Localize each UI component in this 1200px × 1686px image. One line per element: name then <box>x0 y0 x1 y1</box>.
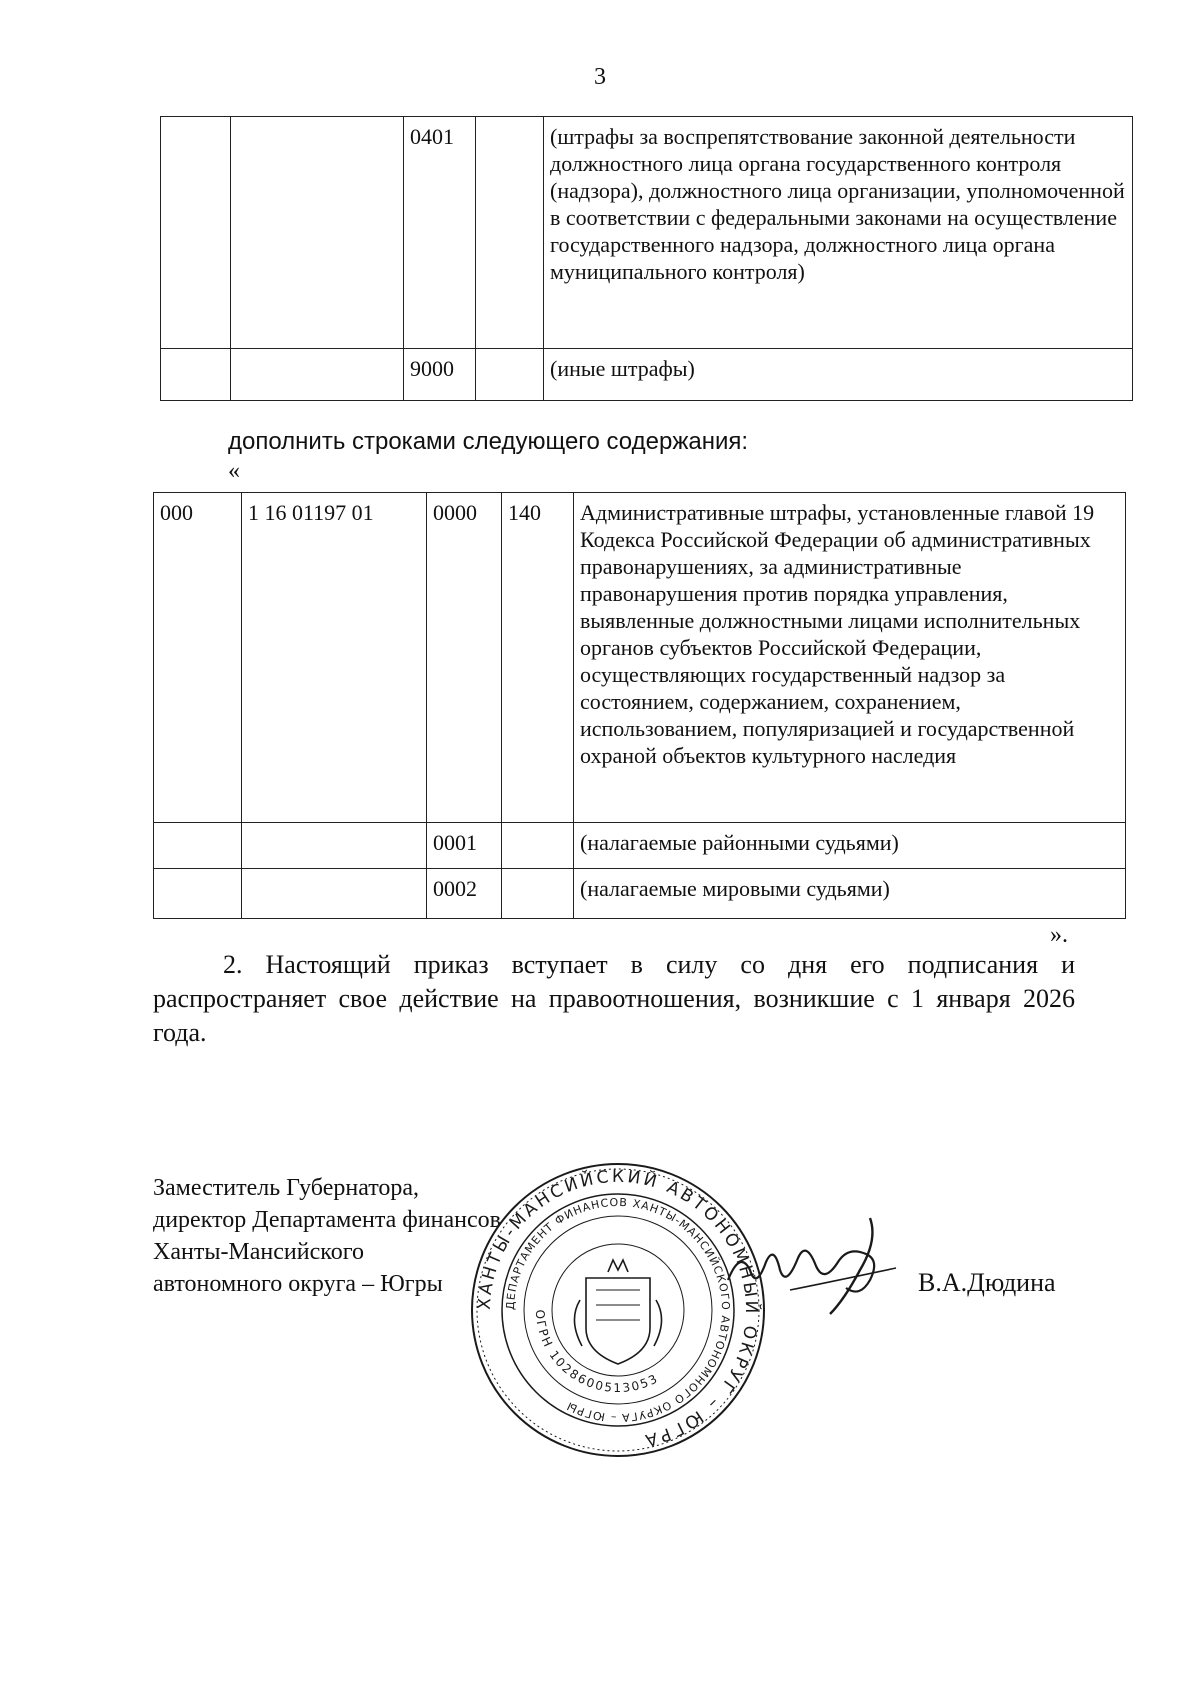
admin-code-cell: 000 <box>154 493 242 823</box>
kosgu-code-cell: 140 <box>502 493 574 823</box>
budget-codes-table-added <box>153 492 1126 919</box>
admin-code-cell <box>154 869 242 919</box>
signer-line: директор Департамента финансов <box>153 1207 501 1233</box>
description-cell: (налагаемые мировыми судьями) <box>574 869 1126 919</box>
kosgu-code-cell <box>502 869 574 919</box>
intro-text: дополнить строками следующего содержания: <box>228 428 749 455</box>
table-row <box>161 349 1133 401</box>
coat-of-arms-icon <box>574 1260 661 1364</box>
table-row <box>154 823 1126 869</box>
table-row <box>154 869 1126 919</box>
description-cell: (иные штрафы) <box>544 349 1133 401</box>
kosgu-code-cell <box>476 117 544 349</box>
program-code-cell: 9000 <box>404 349 476 401</box>
program-code-cell: 0000 <box>427 493 502 823</box>
signer-name: В.А.Дюдина <box>918 1268 1056 1297</box>
kosgu-code-cell <box>502 823 574 869</box>
admin-code-cell <box>154 823 242 869</box>
admin-code-cell <box>161 349 231 401</box>
stamp-ogrn-text: ОГРН 1028600513053 <box>532 1309 662 1396</box>
description-cell: Административные штрафы, установленные главой 19 Кодекса Российской Федерации об административных правонарушениях, за административные правонарушения против порядка управления, выявленные должностными лицами исполнительных органов субъектов Российской Федерации, осуществляющих государственный надзор за состоянием, содержанием, сохранением, использованием, популяризацией и государственной охраной объектов культурного наследия <box>574 493 1126 823</box>
kbk-code-cell <box>242 869 427 919</box>
stamp-inner-text: ДЕПАРТАМЕНТ ФИНАНСОВ ХАНТЫ-МАНСИЙСКОГО АВТОНОМНОГО ОКРУГА – ЮГРЫ <box>503 1195 733 1425</box>
handwritten-signature-icon <box>720 1210 910 1320</box>
open-quote: « <box>228 458 240 484</box>
signer-line: Ханты-Мансийского <box>153 1239 364 1265</box>
stamp-outer-text: ХАНТЫ-МАНСИЙСКИЙ АВТОНОМНЫЙ ОКРУГ – ЮГРА <box>474 1166 762 1451</box>
signer-line: Заместитель Губернатора, <box>153 1175 420 1201</box>
budget-codes-table-existing <box>160 116 1133 401</box>
kbk-code-cell <box>231 117 404 349</box>
signer-line: автономного округа – Югры <box>153 1271 443 1297</box>
program-code-cell: 0401 <box>404 117 476 349</box>
kbk-code-cell <box>242 823 427 869</box>
kbk-code-cell: 1 16 01197 01 <box>242 493 427 823</box>
kosgu-code-cell <box>476 349 544 401</box>
signer-title <box>153 1172 501 1300</box>
table-row <box>161 117 1133 349</box>
program-code-cell: 0001 <box>427 823 502 869</box>
description-cell: (налагаемые районными судьями) <box>574 823 1126 869</box>
close-quote: ». <box>1050 922 1068 948</box>
page-number: 3 <box>594 64 606 90</box>
program-code-cell: 0002 <box>427 869 502 919</box>
description-cell: (штрафы за воспрепятствование законной деятельности должностного лица органа государственного контроля (надзора), должностного лица организации, уполномоченной в соответствии с федеральными законами на осуществление государственного надзора, должностного лица органа муниципального контроля) <box>544 117 1133 349</box>
paragraph-2: 2. Настоящий приказ вступает в силу со дня его подписания и распространяет свое действие на правоотношения, возникшие с 1 января 2026 года. <box>153 950 1075 1047</box>
table-row <box>154 493 1126 823</box>
admin-code-cell <box>161 117 231 349</box>
kbk-code-cell <box>231 349 404 401</box>
